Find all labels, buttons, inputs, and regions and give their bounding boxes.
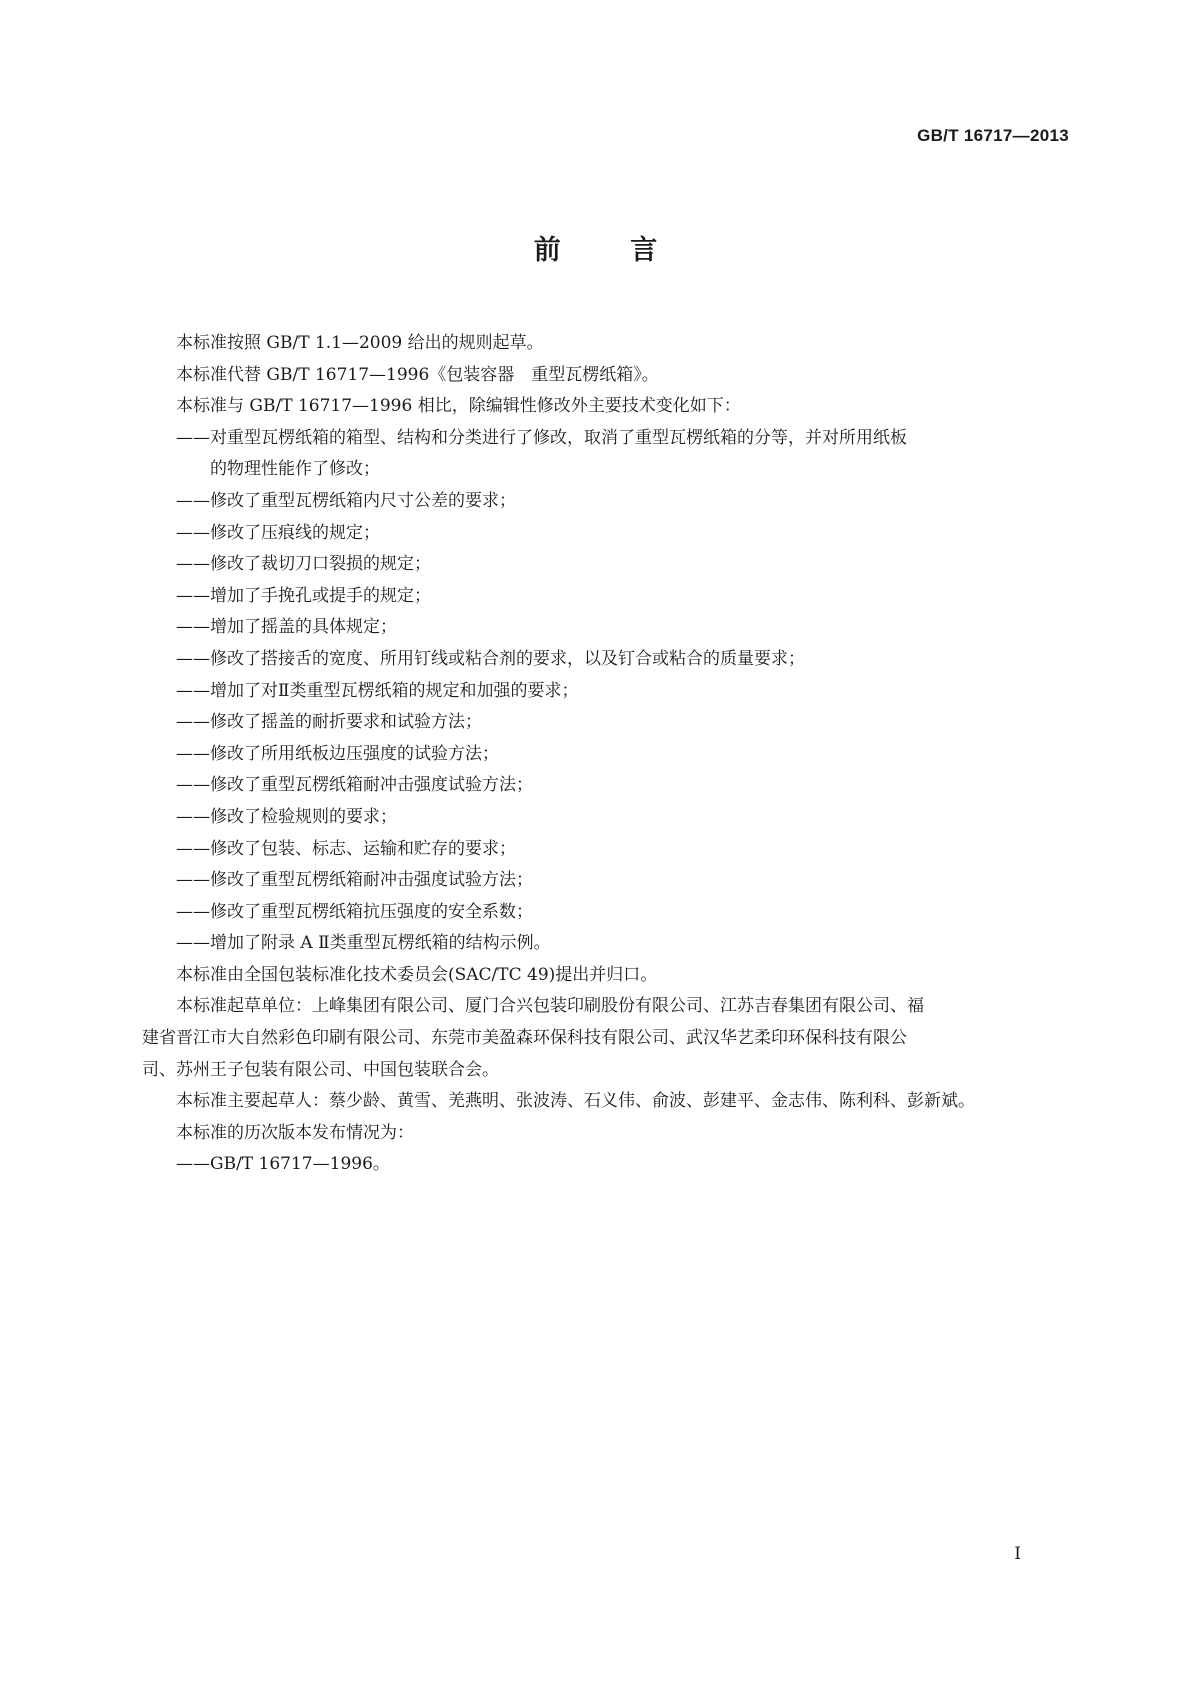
list-item: ——增加了对Ⅱ类重型瓦楞纸箱的规定和加强的要求； [176, 680, 579, 701]
list-item: ——修改了重型瓦楞纸箱内尺寸公差的要求； [176, 490, 516, 511]
page-number: I [1014, 1544, 1021, 1564]
list-item-continuation: 的物理性能作了修改； [210, 459, 380, 480]
list-item: ——修改了重型瓦楞纸箱耐冲击强度试验方法； [176, 775, 533, 796]
drafting-units-line-3: 司、苏州王子包装有限公司、中国包装联合会。 [142, 1059, 499, 1080]
paragraph-replaces: 本标准代替 GB/T 16717—1996《包装容器 重型瓦楞纸箱》。 [176, 364, 659, 385]
document-body [142, 328, 1056, 1181]
list-item: ——修改了所用纸板边压强度的试验方法； [176, 743, 499, 764]
list-item: ——修改了摇盖的耐折要求和试验方法； [176, 712, 482, 733]
list-item: ——修改了裁切刀口裂损的规定； [176, 554, 431, 575]
paragraph-drafting-rules: 本标准按照 GB/T 1.1—2009 给出的规则起草。 [176, 333, 544, 353]
drafting-units-line-1: 本标准起草单位：上峰集团有限公司、厦门合兴包装印刷股份有限公司、江苏吉春集团有限公司、福 [176, 996, 924, 1017]
page-title: 前 言 [533, 235, 688, 266]
list-item: ——修改了重型瓦楞纸箱抗压强度的安全系数； [176, 901, 533, 922]
list-item: ——修改了压痕线的规定； [176, 522, 380, 543]
paragraph-main-drafters: 本标准主要起草人：蔡少龄、黄雪、羌燕明、张波涛、石义伟、俞波、彭建平、金志伟、陈利科、彭新斌。 [176, 1091, 975, 1112]
paragraph-proposed-by: 本标准由全国包装标准化技术委员会(SAC/TC 49)提出并归口。 [176, 964, 658, 985]
list-item: ——修改了搭接舌的宽度、所用钉线或粘合剂的要求，以及钉合或粘合的质量要求； [176, 648, 805, 669]
list-item: ——修改了重型瓦楞纸箱耐冲击强度试验方法； [176, 870, 533, 891]
list-item: ——修改了包装、标志、运输和贮存的要求； [176, 838, 516, 859]
paragraph-drafting-units [142, 991, 1056, 1086]
list-item: ——增加了摇盖的具体规定； [176, 617, 397, 638]
list-item: ——增加了手挽孔或提手的规定； [176, 585, 431, 606]
list-item [176, 423, 1056, 486]
paragraph-changes-intro: 本标准与 GB/T 16717—1996 相比，除编辑性修改外主要技术变化如下： [176, 396, 741, 417]
standard-code-header: GB/T 16717—2013 [917, 126, 1069, 145]
paragraph-version-history-intro: 本标准的历次版本发布情况为： [176, 1122, 414, 1143]
list-item-text: ——对重型瓦楞纸箱的箱型、结构和分类进行了修改，取消了重型瓦楞纸箱的分等，并对所用纸板 [176, 427, 907, 448]
list-item-version-history: ——GB/T 16717—1996。 [176, 1154, 390, 1175]
drafting-units-line-2: 建省晋江市大自然彩色印刷有限公司、东莞市美盈森环保科技有限公司、武汉华艺柔印环保科技有限公 [142, 1028, 907, 1049]
list-item: ——增加了附录 A Ⅱ类重型瓦楞纸箱的结构示例。 [176, 933, 551, 954]
list-item: ——修改了检验规则的要求； [176, 806, 397, 827]
